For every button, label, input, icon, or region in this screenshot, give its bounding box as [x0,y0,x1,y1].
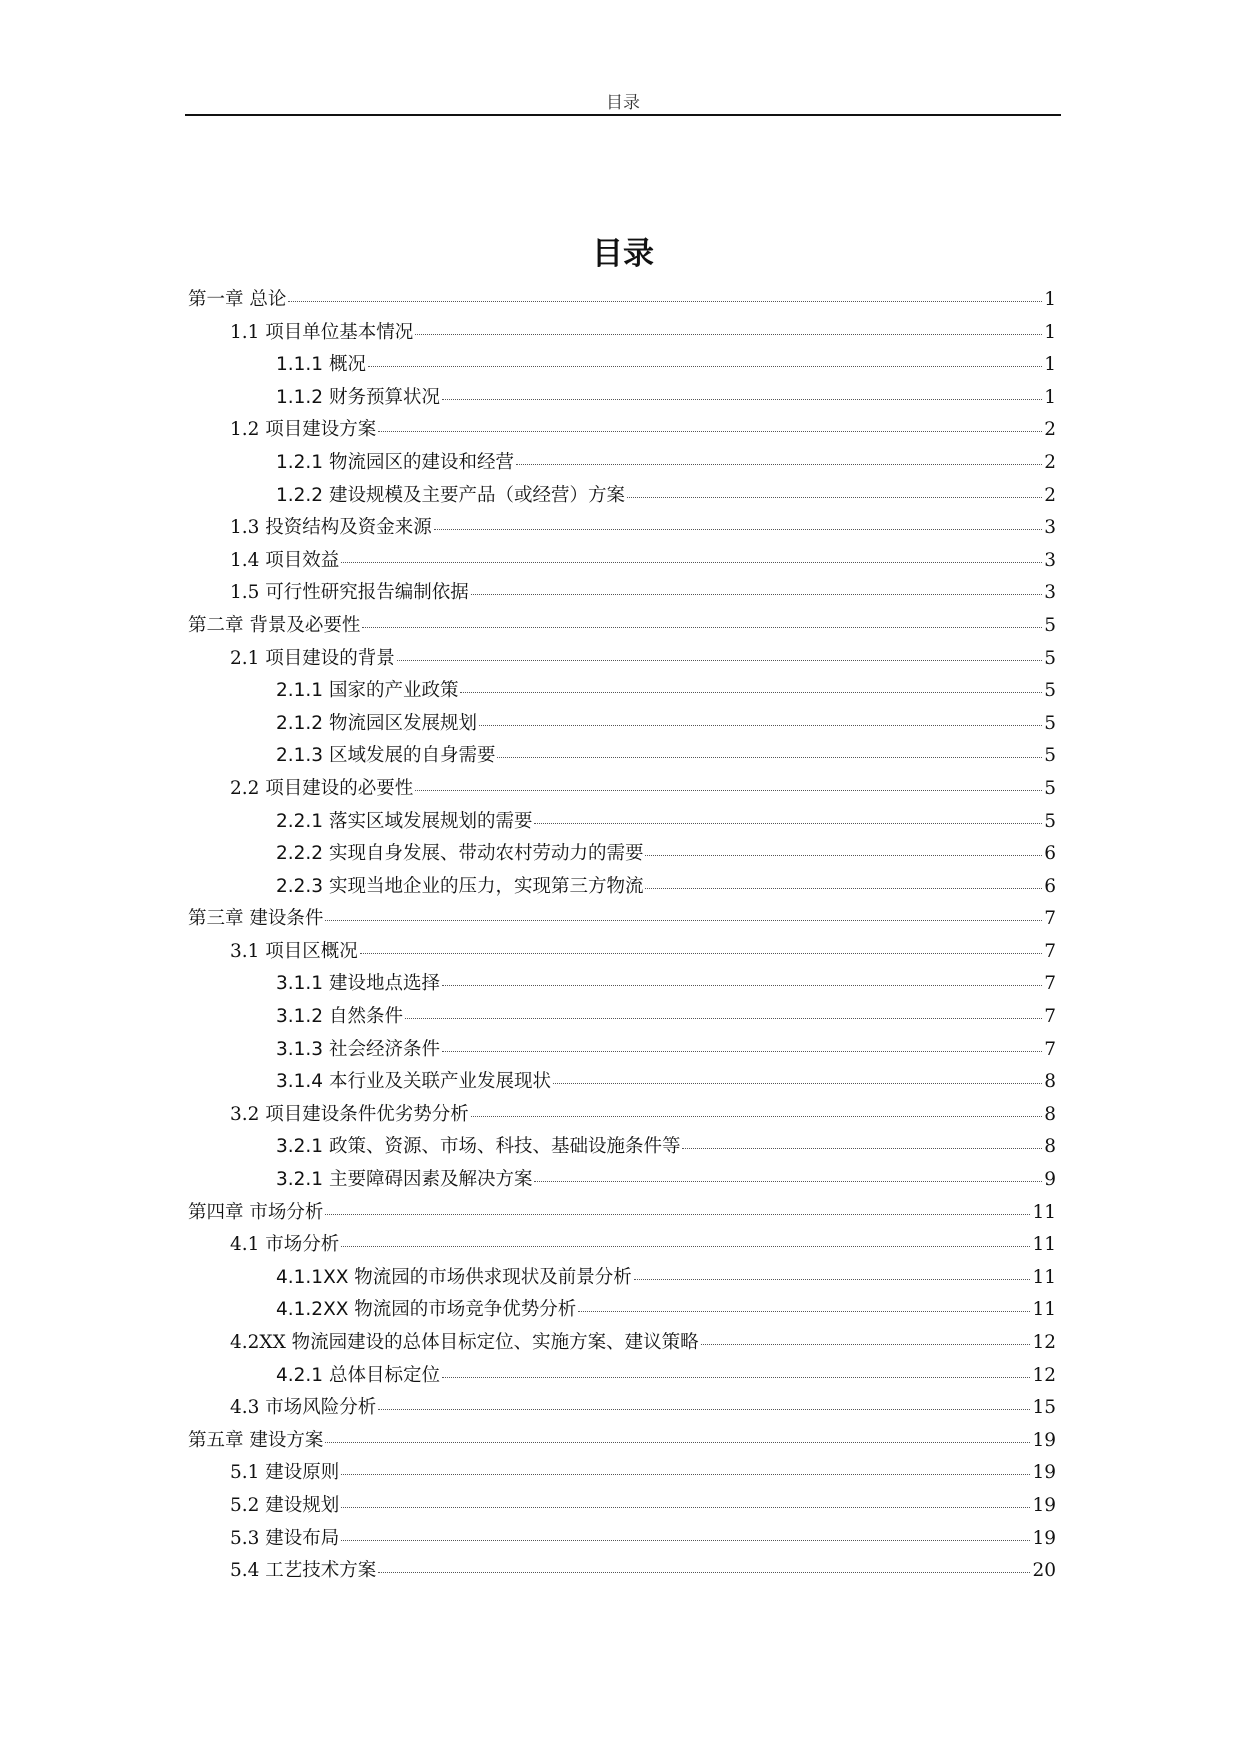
dot-leader [415,790,1042,791]
toc-entry-label: 1.2 项目建设方案 [230,419,377,441]
toc-entry-page-number: 5 [1044,810,1056,832]
toc-entry-page-number: 5 [1044,680,1056,702]
toc-entry-label: 1.4 项目效益 [230,549,340,571]
dot-leader [479,725,1042,726]
toc-entry-label: 5.2 建设规划 [230,1494,340,1516]
toc-entry-label: 4.1 市场分析 [230,1234,340,1256]
toc-entry[interactable] [188,1360,1056,1393]
toc-entry-page-number: 5 [1044,745,1056,767]
toc-entry-page-number: 1 [1044,321,1056,343]
dot-leader [553,1083,1042,1084]
toc-entry-page-number: 11 [1032,1299,1056,1321]
toc-entry-label: 1.2.2 建设规模及主要产品（或经营）方案 [276,484,625,506]
toc-entry[interactable] [188,1523,1056,1556]
toc-entry[interactable] [188,1066,1056,1099]
toc-entry[interactable] [188,1262,1056,1295]
toc-entry[interactable] [188,1099,1056,1132]
dot-leader [442,1377,1030,1378]
toc-entry-page-number: 11 [1032,1266,1056,1288]
dot-leader [516,464,1042,465]
dot-leader [325,1214,1030,1215]
toc-entry-label: 2.1.2 物流园区发展规划 [276,712,477,734]
toc-entry[interactable] [188,838,1056,871]
toc-entry-page-number: 19 [1032,1527,1056,1549]
toc-entry-label: 4.2XX 物流园建设的总体目标定位、实施方案、建议策略 [230,1332,699,1353]
toc-entry-label: 5.1 建设原则 [230,1462,340,1484]
dot-leader [362,627,1042,628]
dot-leader [325,920,1042,921]
toc-entry-label: 2.1.1 国家的产业政策 [276,680,459,702]
dot-leader [534,823,1042,824]
toc-entry-label: 5.4 工艺技术方案 [230,1560,377,1582]
toc-entry-label: 4.2.1 总体目标定位 [276,1364,440,1386]
toc-entry[interactable] [188,1164,1056,1197]
toc-entry-label: 1.5 可行性研究报告编制依据 [230,582,469,604]
toc-entry-label: 1.1.1 概况 [276,354,366,376]
toc-entry[interactable] [188,1034,1056,1067]
toc-entry-page-number: 2 [1044,451,1056,473]
toc-entry-label: 5.3 建设布局 [230,1527,340,1549]
toc-entry[interactable] [188,806,1056,839]
toc-entry-label: 3.1 项目区概况 [230,940,358,962]
dot-leader [378,431,1042,432]
toc-entry-page-number: 12 [1032,1364,1056,1386]
toc-entry[interactable] [188,1490,1056,1523]
toc-entry-label: 2.1 项目建设的背景 [230,647,395,669]
toc-entry[interactable] [188,317,1056,350]
toc-entry-label: 4.1.1XX 物流园的市场供求现状及前景分析 [276,1266,632,1288]
toc-entry[interactable] [188,1131,1056,1164]
toc-entry[interactable] [188,577,1056,610]
toc-entry[interactable] [188,1001,1056,1034]
header-divider [185,114,1061,116]
toc-entry-label: 第四章 市场分析 [188,1201,324,1223]
toc-entry[interactable] [188,643,1056,676]
toc-entry-page-number: 15 [1032,1397,1056,1419]
toc-entry-page-number: 19 [1032,1494,1056,1516]
toc-entry-label: 4.3 市场风险分析 [230,1397,377,1419]
toc-entry-label: 3.1.4 本行业及关联产业发展现状 [276,1071,551,1093]
dot-leader [341,1474,1030,1475]
toc-entry[interactable] [188,545,1056,578]
toc-entry-label: 第五章 建设方案 [188,1429,324,1451]
toc-entry-label: 2.2 项目建设的必要性 [230,777,414,799]
toc-entry-page-number: 19 [1032,1462,1056,1484]
toc-entry-label: 第一章 总论 [188,289,287,310]
toc-entry[interactable] [188,773,1056,806]
toc-entry[interactable] [188,610,1056,643]
toc-entry[interactable] [188,903,1056,936]
toc-entry-page-number: 8 [1044,1103,1056,1125]
toc-entry-page-number: 2 [1044,419,1056,441]
toc-entry-label: 3.1.3 社会经济条件 [276,1038,440,1060]
toc-entry-label: 3.1.2 自然条件 [276,1006,403,1028]
toc-entry[interactable] [188,1327,1056,1360]
dot-leader [442,1051,1042,1052]
toc-entry-page-number: 12 [1032,1332,1056,1353]
toc-entry[interactable] [188,447,1056,480]
toc-entry-label: 第三章 建设条件 [188,908,324,930]
toc-entry[interactable] [188,1197,1056,1230]
toc-entry-page-number: 19 [1032,1429,1056,1451]
toc-entry[interactable] [188,284,1056,317]
toc-entry-page-number: 1 [1044,354,1056,376]
toc-entry-label: 3.2.1 政策、资源、市场、科技、基础设施条件等 [276,1136,681,1158]
dot-leader [341,562,1042,563]
toc-entry-page-number: 5 [1044,777,1056,799]
running-header: 目录 [606,93,640,113]
dot-leader [325,1442,1030,1443]
toc-entry-page-number: 1 [1044,386,1056,408]
toc-entry-page-number: 1 [1044,289,1056,310]
toc-entry[interactable] [188,968,1056,1001]
dot-leader [645,888,1042,889]
toc-entry-label: 4.1.2XX 物流园的市场竞争优势分析 [276,1299,577,1321]
dot-leader [341,1246,1030,1247]
toc-entry[interactable] [188,708,1056,741]
toc-entry-label: 3.2 项目建设条件优劣势分析 [230,1103,469,1125]
toc-entry-label: 1.2.1 物流园区的建设和经营 [276,451,514,473]
toc-entry-page-number: 20 [1032,1560,1056,1582]
toc-entry[interactable] [188,1425,1056,1458]
toc-entry-page-number: 5 [1044,647,1056,669]
toc-entry-page-number: 3 [1044,517,1056,539]
toc-entry[interactable] [188,1457,1056,1490]
toc-entry-label: 1.1 项目单位基本情况 [230,321,414,343]
toc-entry[interactable] [188,1229,1056,1262]
dot-leader [442,985,1042,986]
dot-leader [378,1409,1030,1410]
toc-entry-page-number: 7 [1044,908,1056,930]
toc-entry-label: 2.2.1 落实区域发展规划的需要 [276,810,533,832]
dot-leader [378,1572,1030,1573]
toc-entry[interactable] [188,740,1056,773]
toc-entry[interactable] [188,480,1056,513]
toc-entry-page-number: 2 [1044,484,1056,506]
toc-entry[interactable] [188,1555,1056,1588]
dot-leader [627,497,1042,498]
toc-entry-page-number: 7 [1044,1006,1056,1028]
toc-entry-page-number: 7 [1044,1038,1056,1060]
toc-entry[interactable] [188,414,1056,447]
toc-entry-page-number: 7 [1044,973,1056,995]
toc-entry-page-number: 8 [1044,1136,1056,1158]
toc-entry[interactable] [188,1294,1056,1327]
dot-leader [288,301,1042,302]
toc-entry-page-number: 3 [1044,549,1056,571]
toc-entry-label: 第二章 背景及必要性 [188,614,361,636]
toc-entry-page-number: 3 [1044,582,1056,604]
toc-entry-label: 1.3 投资结构及资金来源 [230,517,432,539]
toc-entry-label: 1.1.2 财务预算状况 [276,386,440,408]
dot-leader [578,1311,1030,1312]
dot-leader [701,1344,1031,1345]
toc-entry[interactable] [188,871,1056,904]
dot-leader [442,399,1042,400]
table-of-contents [188,284,1056,1588]
toc-entry-page-number: 11 [1032,1234,1056,1256]
toc-entry[interactable] [188,675,1056,708]
dot-leader [682,1148,1042,1149]
toc-entry-label: 3.1.1 建设地点选择 [276,973,440,995]
dot-leader [471,594,1042,595]
toc-entry-page-number: 11 [1032,1201,1056,1223]
toc-entry[interactable] [188,349,1056,382]
toc-entry[interactable] [188,382,1056,415]
toc-entry-page-number: 9 [1044,1169,1056,1191]
toc-entry-page-number: 8 [1044,1071,1056,1093]
dot-leader [497,757,1042,758]
toc-entry-label: 2.1.3 区域发展的自身需要 [276,745,496,767]
dot-leader [368,366,1042,367]
toc-entry-page-number: 5 [1044,614,1056,636]
toc-entry-label: 2.2.2 实现自身发展、带动农村劳动力的需要 [276,843,644,865]
toc-entry-page-number: 7 [1044,940,1056,962]
dot-leader [341,1507,1030,1508]
toc-entry[interactable] [188,512,1056,545]
dot-leader [634,1279,1031,1280]
dot-leader [360,953,1042,954]
toc-entry-page-number: 6 [1044,875,1056,897]
dot-leader [434,529,1042,530]
dot-leader [397,660,1042,661]
dot-leader [405,1018,1042,1019]
dot-leader [341,1540,1030,1541]
page-title: 目录 [592,236,654,272]
toc-entry-page-number: 5 [1044,712,1056,734]
dot-leader [471,1116,1042,1117]
toc-entry[interactable] [188,1392,1056,1425]
dot-leader [534,1181,1042,1182]
toc-entry-page-number: 6 [1044,843,1056,865]
toc-entry-label: 3.2.1 主要障碍因素及解决方案 [276,1169,533,1191]
toc-entry-label: 2.2.3 实现当地企业的压力，实现第三方物流 [276,875,644,897]
dot-leader [415,334,1042,335]
dot-leader [460,692,1042,693]
toc-entry[interactable] [188,936,1056,969]
dot-leader [645,855,1042,856]
